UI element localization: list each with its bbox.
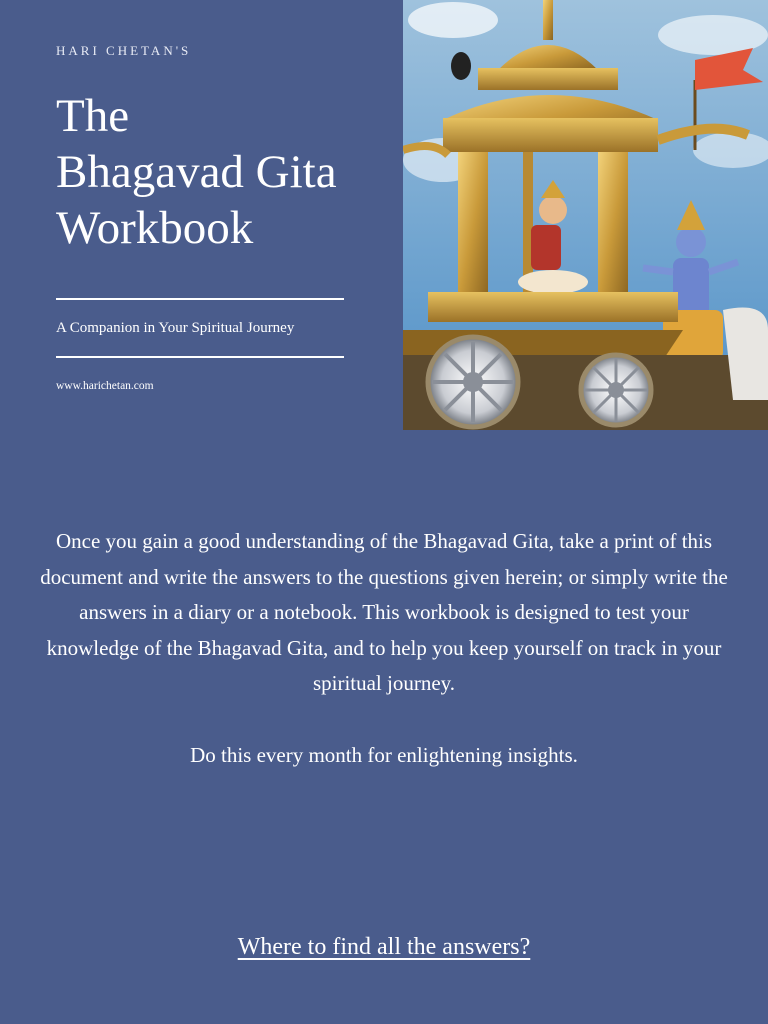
author-name: HARI CHETAN'S xyxy=(56,43,192,58)
answers-link[interactable]: Where to find all the answers? xyxy=(237,934,531,960)
chariot-image xyxy=(403,0,768,430)
title-line-1: The xyxy=(56,90,130,142)
page-title xyxy=(56,88,396,256)
title-line-3: Workbook xyxy=(56,202,254,254)
workbook-intro xyxy=(40,524,728,773)
subtitle: A Companion in Your Spiritual Journey xyxy=(56,320,295,336)
website-url: www.harichetan.com xyxy=(56,380,154,392)
divider-bottom xyxy=(56,356,344,358)
divider-top xyxy=(56,298,344,300)
intro-paragraph: Once you gain a good understanding of the Bhagavad Gita, take a print of this document and write the answers to the questions given herein; or simply write the answers in a diary or a notebook. This workbook is designed to test your knowledge of the Bhagavad Gita, and to help you keep yourself on track in your spiritual journey. xyxy=(40,529,728,695)
monthly-note: Do this every month for enlightening insights. xyxy=(190,742,578,767)
title-line-2: Bhagavad Gita xyxy=(56,146,337,198)
